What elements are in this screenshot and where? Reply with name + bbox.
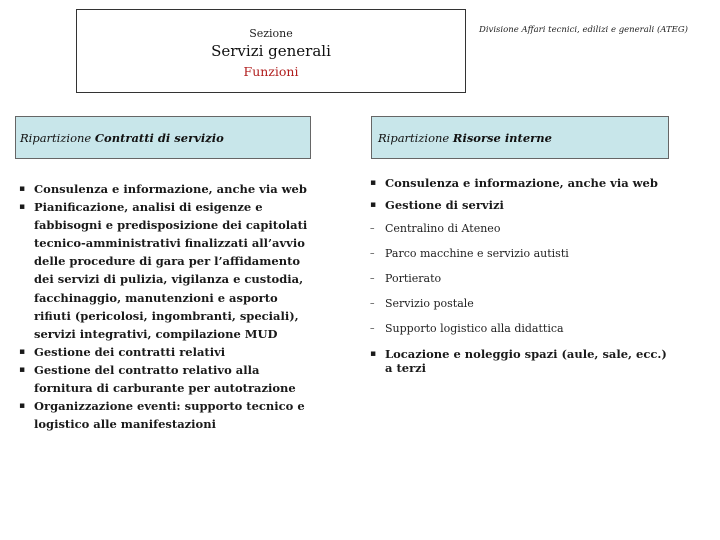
ripartizione-name: Contratti di servizio: [94, 130, 224, 145]
list-item-text: Locazione e noleggio spazi (aule, sale, ecc.) a terzi: [385, 347, 667, 375]
list-item-text: Consulenza e informazione, anche via web: [385, 176, 658, 190]
list-item: [19, 180, 311, 198]
ripartizione-prefix: Ripartizione: [378, 130, 450, 145]
ripartizione-name: Risorse interne: [452, 130, 552, 145]
list-item: [370, 176, 670, 190]
list-item-text: Servizio postale: [385, 297, 474, 310]
list-item: [370, 297, 670, 311]
list-item-text: Gestione dei contratti relativi: [34, 344, 226, 359]
list-item-text: Parco macchine e servizio autisti: [385, 247, 569, 260]
list-item: [19, 361, 311, 397]
section-header-box: [76, 9, 466, 93]
list-item-text: Pianificazione, analisi di esigenze e fabbisogni e predisposizione dei capitolati tecnico-amministrativi finalizzati all’avvio delle procedure di gara per l’affidamento dei servizi di pulizia, vigilanza e custodia, facchinaggio, manutenzioni e asporto rifiuti (pericolosi, ingombranti, speciali), servizi integrativi, compilazione MUD: [34, 200, 308, 341]
list-item: [370, 272, 670, 286]
dash-bullet-icon: –: [370, 249, 375, 259]
list-item: [370, 347, 670, 375]
list-item: [19, 343, 311, 361]
ripartizione-contratti-box: [15, 116, 311, 159]
list-item-text: Gestione del contratto relativo alla fornitura di carburante per autotrazione: [34, 362, 296, 396]
risorse-function-list: [370, 176, 670, 375]
section-label: Sezione: [249, 27, 293, 40]
dash-bullet-icon: –: [370, 224, 375, 234]
list-item: [370, 322, 670, 336]
list-item: [370, 222, 670, 236]
square-bullet-icon: ▪: [370, 349, 377, 359]
list-item-text: Consulenza e informazione, anche via web: [34, 182, 307, 196]
list-item-text: Supporto logistico alla didattica: [385, 322, 564, 335]
square-bullet-icon: ▪: [19, 364, 26, 375]
list-item: [370, 198, 670, 212]
dash-bullet-icon: –: [370, 299, 375, 309]
list-item: [370, 247, 670, 261]
section-title: Servizi generali: [211, 42, 331, 60]
ripartizione-risorse-box: [371, 116, 669, 159]
list-item-text: Gestione di servizi: [385, 198, 504, 212]
list-item: [19, 397, 311, 433]
list-item-text: Organizzazione eventi: supporto tecnico e logistico alle manifestazioni: [34, 399, 305, 432]
dash-bullet-icon: –: [370, 324, 375, 334]
square-bullet-icon: ▪: [370, 178, 377, 188]
square-bullet-icon: ▪: [19, 346, 26, 357]
square-bullet-icon: ▪: [19, 184, 26, 194]
contratti-function-list: [19, 180, 311, 433]
functions-label: Funzioni: [243, 64, 299, 79]
list-item-text: Centralino di Ateneo: [385, 222, 501, 235]
square-bullet-icon: ▪: [370, 200, 377, 210]
list-item-text: Portierato: [385, 272, 442, 285]
ripartizione-prefix: Ripartizione: [20, 130, 92, 145]
division-note: Divisione Affari tecnici, edilizi e generali (ATEG): [479, 25, 688, 35]
square-bullet-icon: ▪: [19, 202, 26, 213]
list-item: [19, 198, 311, 343]
square-bullet-icon: ▪: [19, 401, 26, 412]
dash-bullet-icon: –: [370, 274, 375, 284]
